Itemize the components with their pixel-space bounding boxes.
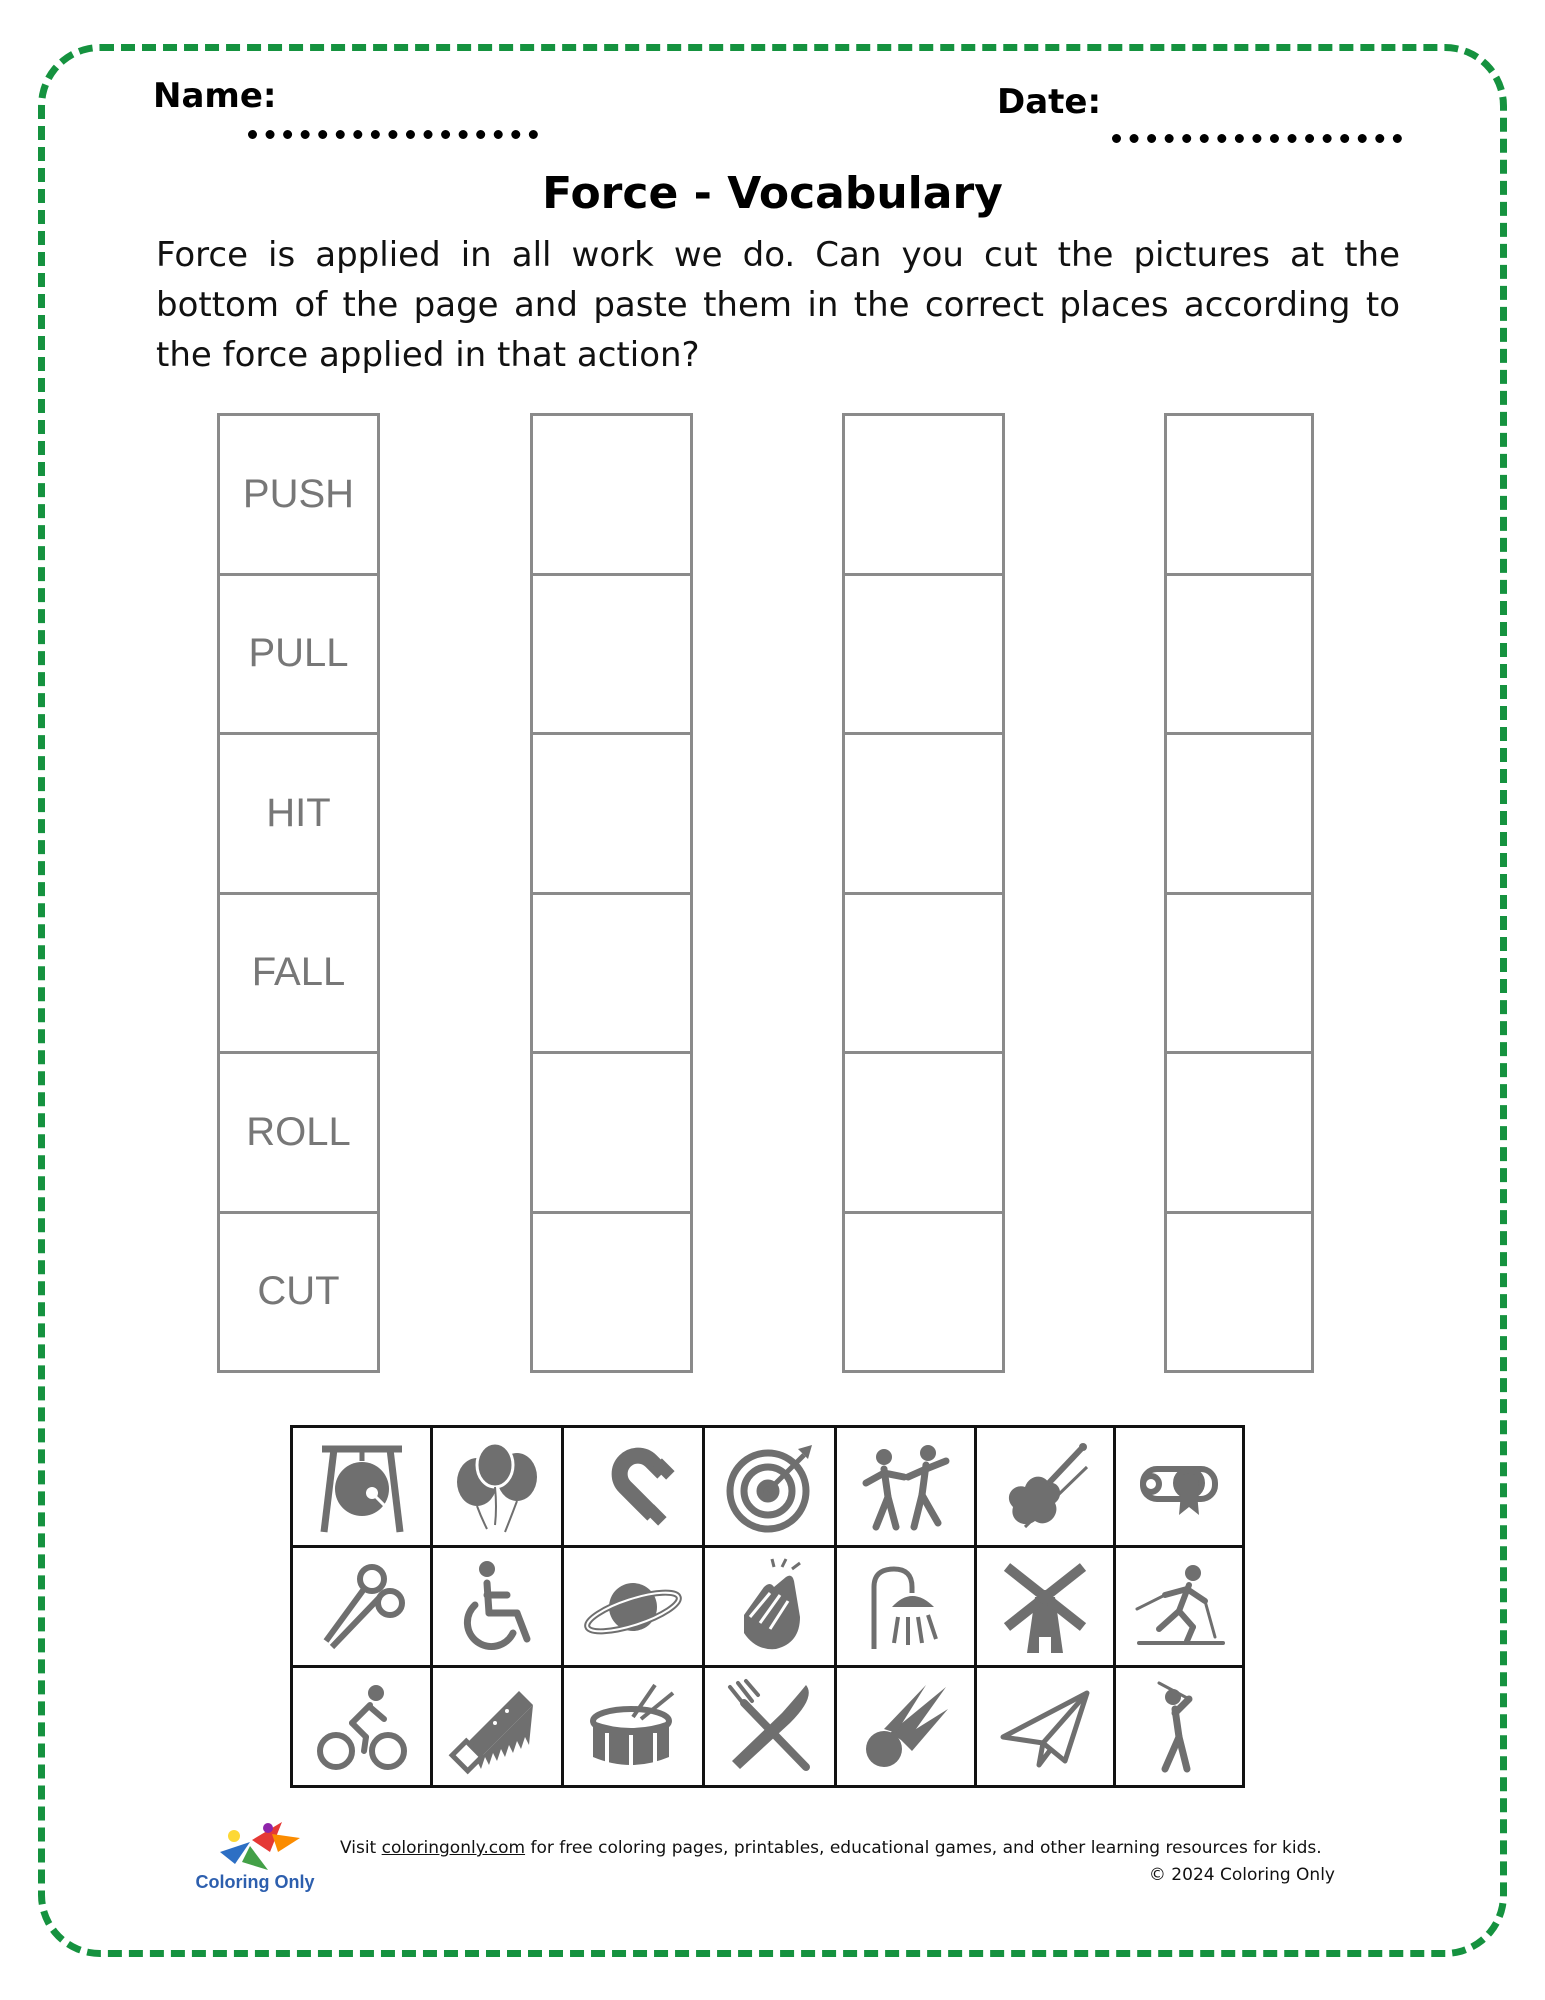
- paste-box[interactable]: [530, 732, 693, 895]
- paste-box[interactable]: [1164, 732, 1314, 895]
- picture-cell[interactable]: [433, 1548, 564, 1668]
- footer: [340, 1835, 1335, 1889]
- paste-box[interactable]: [1164, 1211, 1314, 1374]
- picture-cell[interactable]: [564, 1548, 705, 1668]
- paste-box[interactable]: [842, 892, 1005, 1055]
- picture-grid: [290, 1425, 1245, 1788]
- dancers-icon: [856, 1437, 956, 1537]
- paste-box[interactable]: [1164, 892, 1314, 1055]
- instructions: Force is applied in all work we do. Can you cut the pictures at the bottom of the page and paste them in the correct places according to the force applied in that action?: [156, 235, 1400, 375]
- cyclist-icon: [312, 1677, 412, 1777]
- gong-icon: [312, 1437, 412, 1537]
- picture-cell[interactable]: [1116, 1428, 1242, 1548]
- paste-box[interactable]: [530, 892, 693, 1055]
- picture-cell[interactable]: [564, 1668, 705, 1785]
- label-cell-cut: [217, 1211, 380, 1374]
- paste-box[interactable]: [1164, 413, 1314, 576]
- paste-box[interactable]: [530, 413, 693, 576]
- diploma-icon: [1129, 1437, 1229, 1537]
- scissors-icon: [312, 1557, 412, 1657]
- saw-icon: [447, 1677, 547, 1777]
- date-field[interactable]: [1112, 134, 1402, 143]
- violin-icon: [995, 1437, 1095, 1537]
- name-field[interactable]: [248, 130, 538, 139]
- picture-cell[interactable]: [837, 1548, 977, 1668]
- picture-cell[interactable]: [837, 1428, 977, 1548]
- picture-cell[interactable]: [433, 1668, 564, 1785]
- picture-cell[interactable]: [977, 1548, 1116, 1668]
- label-pull: PULL: [248, 631, 349, 676]
- name-label: Name:: [153, 76, 277, 116]
- paste-column-2: [842, 413, 1005, 1373]
- windmill-icon: [995, 1557, 1095, 1657]
- date-label: Date:: [997, 82, 1102, 122]
- label-roll: ROLL: [246, 1109, 351, 1154]
- balloons-icon: [447, 1437, 547, 1537]
- target-icon: [720, 1437, 820, 1537]
- paper-plane-icon: [995, 1677, 1095, 1777]
- paste-box[interactable]: [842, 413, 1005, 576]
- label-cell-roll: [217, 1051, 380, 1214]
- skier-icon: [1129, 1557, 1229, 1657]
- paste-box[interactable]: [530, 1211, 693, 1374]
- wheelchair-icon: [447, 1557, 547, 1657]
- paste-box[interactable]: [1164, 1051, 1314, 1214]
- paste-box[interactable]: [842, 1051, 1005, 1214]
- meteor-icon: [856, 1677, 956, 1777]
- footer-link[interactable]: coloringonly.com: [381, 1838, 526, 1858]
- label-cell-hit: [217, 732, 380, 895]
- page-title: Force - Vocabulary: [542, 168, 1003, 219]
- logo-text: Coloring Only: [195, 1872, 315, 1892]
- footer-visit: Visit: [340, 1838, 377, 1858]
- label-cut: CUT: [257, 1269, 340, 1314]
- paste-box[interactable]: [842, 732, 1005, 895]
- picture-cell[interactable]: [977, 1428, 1116, 1548]
- picture-cell[interactable]: [705, 1548, 837, 1668]
- golfer-icon: [1129, 1677, 1229, 1777]
- paste-box[interactable]: [1164, 573, 1314, 736]
- label-cell-push: [217, 413, 380, 576]
- picture-cell[interactable]: [837, 1668, 977, 1785]
- picture-cell[interactable]: [1116, 1548, 1242, 1668]
- picture-cell[interactable]: [705, 1668, 837, 1785]
- shower-icon: [856, 1557, 956, 1657]
- paste-column-1: [530, 413, 693, 1373]
- magnet-icon: [583, 1437, 683, 1537]
- label-hit: HIT: [266, 790, 331, 835]
- label-column: [217, 413, 380, 1373]
- paste-box[interactable]: [530, 1051, 693, 1214]
- clapping-hands-icon: [720, 1557, 820, 1657]
- picture-cell[interactable]: [433, 1428, 564, 1548]
- label-cell-pull: [217, 573, 380, 736]
- picture-cell[interactable]: [293, 1548, 433, 1668]
- picture-cell[interactable]: [1116, 1668, 1242, 1785]
- picture-cell[interactable]: [293, 1428, 433, 1548]
- fork-knife-icon: [720, 1677, 820, 1777]
- drum-icon: [583, 1677, 683, 1777]
- paste-column-3: [1164, 413, 1314, 1373]
- planet-icon: [583, 1557, 683, 1657]
- paste-box[interactable]: [842, 573, 1005, 736]
- label-cell-fall: [217, 892, 380, 1055]
- paste-box[interactable]: [530, 573, 693, 736]
- paste-box[interactable]: [842, 1211, 1005, 1374]
- label-push: PUSH: [242, 471, 355, 516]
- label-fall: FALL: [251, 950, 346, 995]
- picture-cell[interactable]: [293, 1668, 433, 1785]
- copyright: © 2024 Coloring Only: [1148, 1865, 1335, 1885]
- picture-cell[interactable]: [977, 1668, 1116, 1785]
- picture-cell[interactable]: [705, 1428, 837, 1548]
- picture-cell[interactable]: [564, 1428, 705, 1548]
- footer-text: for free coloring pages, printables, educational games, and other learning resources for kids.: [530, 1838, 1322, 1858]
